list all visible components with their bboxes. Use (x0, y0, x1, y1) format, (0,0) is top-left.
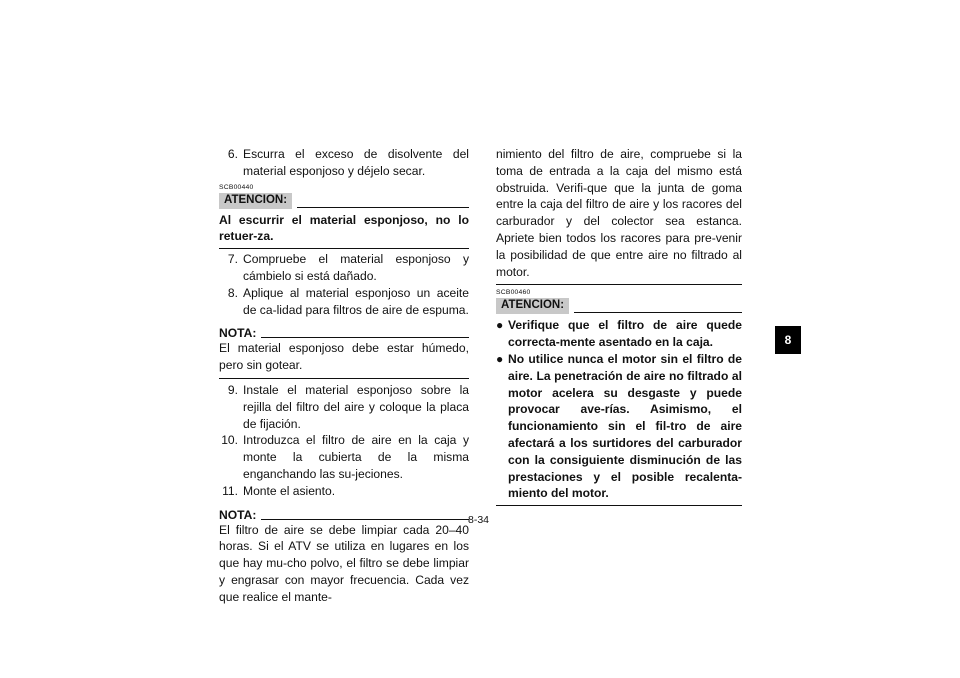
note-text: El filtro de aire se debe limpiar cada 20–40 horas. Si el ATV se utiliza en lugares en los que hay mu-cho polvo, el filtro se debe limpiar y engrasar con mayor frecuencia. Cada vez que realice el mante- (219, 522, 469, 604)
step-text: Monte el asiento. (243, 483, 336, 498)
step-text: Introduzca el filtro de aire en la caja y monte la cubierta de la misma enganchando las su-jeciones. (243, 433, 469, 481)
note-header (219, 508, 469, 522)
step-9 (219, 382, 469, 432)
step-text: Compruebe el material esponjoso y cámbielo si está dañado. (243, 252, 469, 283)
caution-text: Al escurrir el material esponjoso, no lo retuer-za. (219, 212, 469, 244)
step-number: 7. (227, 252, 238, 267)
step-6 (219, 146, 469, 180)
caution-rule (574, 312, 742, 313)
caution-end-rule (219, 248, 469, 249)
step-8 (219, 285, 469, 319)
right-column (496, 146, 742, 506)
caution-bullet (496, 317, 742, 351)
step-text: Instale el material esponjoso sobre la rejilla del filtro del aire y coloque la placa de fijación. (243, 382, 469, 431)
note-label: NOTA: (219, 507, 257, 522)
caution-header (219, 193, 469, 209)
note-end-rule (219, 378, 469, 379)
note-header (219, 326, 469, 340)
step-7 (219, 251, 469, 285)
step-number: 6. (227, 147, 238, 161)
bullet-icon: ● (496, 318, 504, 333)
step-11 (219, 483, 469, 500)
note-rule (261, 337, 469, 338)
step-number: 11. (222, 483, 238, 498)
caution-bullet (496, 351, 742, 502)
note-rule (261, 519, 469, 520)
step-10 (219, 432, 469, 482)
step-text: Escurra el exceso de disolvente del material esponjoso y déjelo secar. (243, 147, 469, 178)
caution-end-rule (496, 505, 742, 506)
step-number: 10. (221, 433, 238, 448)
caution-header (496, 298, 742, 314)
step-number: 8. (227, 285, 238, 300)
caution-rule (297, 207, 469, 208)
note-continuation: nimiento del filtro de aire, compruebe si la toma de entrada a la caja del mismo está obstruida. Verifi-que que la junta de goma entre la caja del filtro de aire y los racores del carburador y del colector sea estanca. Apriete bien todos los racores para pre-venir la posibilidad de que entre aire no filtrado al motor. (496, 147, 742, 279)
caution-label: ATENCION: (496, 298, 569, 314)
caution-code: SCB00440 (219, 183, 254, 191)
page-number: 8-34 (468, 514, 490, 526)
note-end-rule (496, 284, 742, 285)
note-label: NOTA: (219, 326, 257, 341)
caution-label: ATENCION: (219, 193, 292, 209)
step-text: Aplique al material esponjoso un aceite de ca-lidad para filtros de aire de espuma. (243, 285, 469, 317)
bullet-text: No utilice nunca el motor sin el filtro de aire. La penetración de aire no filtrado al motor acelera su desgaste y puede provocar ave-rías. Asimismo, el funcionamiento sin el fil-tro de aire afectará a los surtidores del carburador con la consiguiente disminución de las prestaciones y el posible recalenta-miento del motor. (508, 351, 742, 501)
chapter-tab: 8 (775, 326, 801, 354)
caution-code: SCB00460 (496, 289, 531, 297)
bullet-text: Verifique que el filtro de aire quede correcta-mente asentado en la caja. (508, 318, 742, 350)
bullet-icon: ● (496, 351, 504, 366)
note-text: El material esponjoso debe estar húmedo, pero sin gotear. (219, 341, 469, 373)
step-number: 9. (227, 382, 238, 397)
left-column (219, 146, 469, 606)
